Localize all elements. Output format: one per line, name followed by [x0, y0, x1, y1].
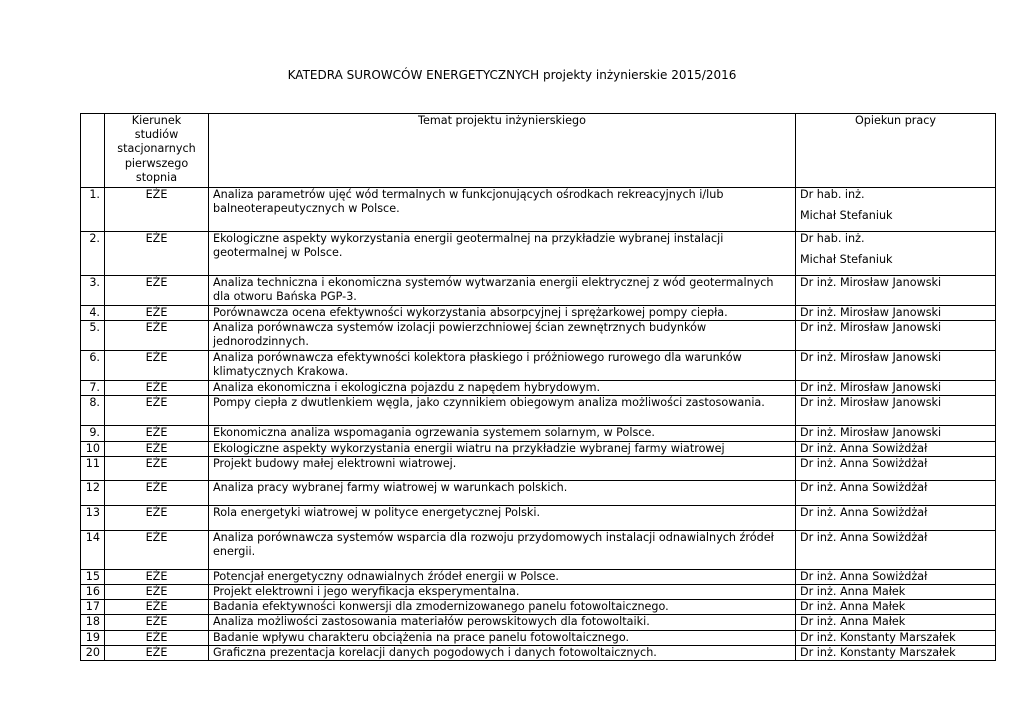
supervisor-name: Michał Stefaniuk	[800, 209, 893, 223]
row-number: 7.	[81, 381, 105, 396]
supervisor-title: Dr hab. inż.	[800, 188, 865, 201]
table-row	[81, 396, 996, 426]
table-row	[81, 569, 996, 584]
table-row	[81, 630, 996, 645]
row-topic: Analiza techniczna i ekonomiczna systemów wytwarzania energii elektrycznej z wód geotermalnych dla otworu Bańska PGP-3.	[209, 276, 796, 306]
row-number: 13	[81, 505, 105, 530]
table-row	[81, 530, 996, 569]
row-supervisor: Dr inż. Konstanty Marszałek	[796, 645, 996, 660]
row-direction: EŻE	[105, 396, 209, 426]
supervisor-title: Dr hab. inż.	[800, 232, 865, 245]
row-topic: Projekt elektrowni i jego weryfikacja eksperymentalna.	[209, 585, 796, 600]
row-number: 14	[81, 530, 105, 569]
row-topic: Analiza porównawcza systemów izolacji powierzchniowej ścian zewnętrznych budynków jednorodzinnych.	[209, 321, 796, 351]
row-topic: Analiza pracy wybranej farmy wiatrowej w warunkach polskich.	[209, 480, 796, 505]
row-number: 16	[81, 585, 105, 600]
table-row	[81, 351, 996, 381]
row-topic: Porównawcza ocena efektywności wykorzystania absorpcyjnej i sprężarkowej pompy ciepła.	[209, 306, 796, 321]
row-supervisor: Dr inż. Anna Sowiżdżał	[796, 569, 996, 584]
table-row	[81, 456, 996, 480]
row-supervisor: Dr inż. Anna Małek	[796, 600, 996, 615]
row-number: 17	[81, 600, 105, 615]
row-number: 6.	[81, 351, 105, 381]
row-direction: EŻE	[105, 188, 209, 232]
row-topic: Analiza parametrów ujęć wód termalnych w funkcjonujących ośrodkach rekreacyjnych i/lub balneoterapeutycznych w Polsce.	[209, 188, 796, 232]
header-number	[81, 114, 105, 188]
row-topic: Ekonomiczna analiza wspomagania ogrzewania systemem solarnym, w Polsce.	[209, 426, 796, 441]
row-direction: EŻE	[105, 276, 209, 306]
table-row	[81, 615, 996, 630]
row-supervisor: Dr inż. Mirosław Janowski	[796, 381, 996, 396]
table-row	[81, 426, 996, 441]
table-row	[81, 600, 996, 615]
row-supervisor: Dr inż. Anna Sowiżdżał	[796, 505, 996, 530]
row-supervisor: Dr inż. Mirosław Janowski	[796, 321, 996, 351]
row-number: 8.	[81, 396, 105, 426]
row-number: 5.	[81, 321, 105, 351]
row-supervisor: Dr inż. Anna Sowiżdżał	[796, 480, 996, 505]
row-supervisor: Dr inż. Anna Sowiżdżał	[796, 456, 996, 480]
row-supervisor: Dr inż. Anna Małek	[796, 615, 996, 630]
row-number: 4.	[81, 306, 105, 321]
row-direction: EŻE	[105, 615, 209, 630]
row-number: 12	[81, 480, 105, 505]
row-topic: Ekologiczne aspekty wykorzystania energii geotermalnej na przykładzie wybranej instalacji geotermalnej w Polsce.	[209, 232, 796, 276]
row-direction: EŻE	[105, 530, 209, 569]
row-direction: EŻE	[105, 505, 209, 530]
row-number: 15	[81, 569, 105, 584]
row-number: 11	[81, 456, 105, 480]
row-topic: Graficzna prezentacja korelacji danych pogodowych i danych fotowoltaicznych.	[209, 645, 796, 660]
row-topic: Analiza porównawcza systemów wsparcia dla rozwoju przydomowych instalacji odnawialnych źródeł energii.	[209, 530, 796, 569]
row-direction: EŻE	[105, 480, 209, 505]
table-row	[81, 232, 996, 276]
supervisor-name: Michał Stefaniuk	[800, 253, 893, 267]
row-topic: Pompy ciepła z dwutlenkiem węgla, jako czynnikiem obiegowym analiza możliwości zastosowania.	[209, 396, 796, 426]
row-direction: EŻE	[105, 600, 209, 615]
header-topic: Temat projektu inżynierskiego	[209, 114, 796, 188]
table-row	[81, 276, 996, 306]
row-supervisor: Dr inż. Mirosław Janowski	[796, 276, 996, 306]
table-row	[81, 188, 996, 232]
row-direction: EŻE	[105, 232, 209, 276]
row-number: 20	[81, 645, 105, 660]
row-number: 2.	[81, 232, 105, 276]
header-direction: Kierunek studiów stacjonarnych pierwszego stopnia	[105, 114, 209, 188]
row-direction: EŻE	[105, 645, 209, 660]
row-supervisor: Dr inż. Konstanty Marszałek	[796, 630, 996, 645]
row-topic: Projekt budowy małej elektrowni wiatrowej.	[209, 456, 796, 480]
row-supervisor	[796, 232, 996, 276]
row-topic: Analiza porównawcza efektywności kolektora płaskiego i próżniowego rurowego dla warunków klimatycznych Krakowa.	[209, 351, 796, 381]
row-number: 9.	[81, 426, 105, 441]
row-supervisor	[796, 188, 996, 232]
table-row	[81, 645, 996, 660]
row-number: 19	[81, 630, 105, 645]
row-number: 1.	[81, 188, 105, 232]
row-supervisor: Dr inż. Mirosław Janowski	[796, 396, 996, 426]
row-supervisor: Dr inż. Anna Sowiżdżał	[796, 530, 996, 569]
row-direction: EŻE	[105, 585, 209, 600]
row-topic: Potencjał energetyczny odnawialnych źródeł energii w Polsce.	[209, 569, 796, 584]
row-number: 10	[81, 441, 105, 456]
row-direction: EŻE	[105, 456, 209, 480]
row-number: 3.	[81, 276, 105, 306]
row-topic: Ekologiczne aspekty wykorzystania energii wiatru na przykładzie wybranej farmy wiatrowej	[209, 441, 796, 456]
row-topic: Analiza możliwości zastosowania materiałów perowskitowych dla fotowoltaiki.	[209, 615, 796, 630]
row-topic: Badanie wpływu charakteru obciążenia na prace panelu fotowoltaicznego.	[209, 630, 796, 645]
row-supervisor: Dr inż. Anna Małek	[796, 585, 996, 600]
row-direction: EŻE	[105, 630, 209, 645]
row-direction: EŻE	[105, 441, 209, 456]
row-direction: EŻE	[105, 321, 209, 351]
row-topic: Rola energetyki wiatrowej w polityce energetycznej Polski.	[209, 505, 796, 530]
row-direction: EŻE	[105, 306, 209, 321]
table-row	[81, 441, 996, 456]
row-direction: EŻE	[105, 351, 209, 381]
table-row	[81, 480, 996, 505]
table-row	[81, 585, 996, 600]
row-supervisor: Dr inż. Anna Sowiżdżał	[796, 441, 996, 456]
row-direction: EŻE	[105, 381, 209, 396]
table-row	[81, 505, 996, 530]
row-direction: EŻE	[105, 426, 209, 441]
row-number: 18	[81, 615, 105, 630]
table-header-row	[81, 114, 996, 188]
row-topic: Badania efektywności konwersji dla zmodernizowanego panelu fotowoltaicznego.	[209, 600, 796, 615]
row-supervisor: Dr inż. Mirosław Janowski	[796, 351, 996, 381]
row-supervisor: Dr inż. Mirosław Janowski	[796, 306, 996, 321]
header-supervisor: Opiekun pracy	[796, 114, 996, 188]
row-supervisor: Dr inż. Mirosław Janowski	[796, 426, 996, 441]
table-row	[81, 381, 996, 396]
projects-table	[80, 113, 996, 661]
row-topic: Analiza ekonomiczna i ekologiczna pojazdu z napędem hybrydowym.	[209, 381, 796, 396]
table-row	[81, 321, 996, 351]
document-title: KATEDRA SUROWCÓW ENERGETYCZNYCH projekty inżynierskie 2015/2016	[287, 68, 737, 82]
table-row	[81, 306, 996, 321]
row-direction: EŻE	[105, 569, 209, 584]
